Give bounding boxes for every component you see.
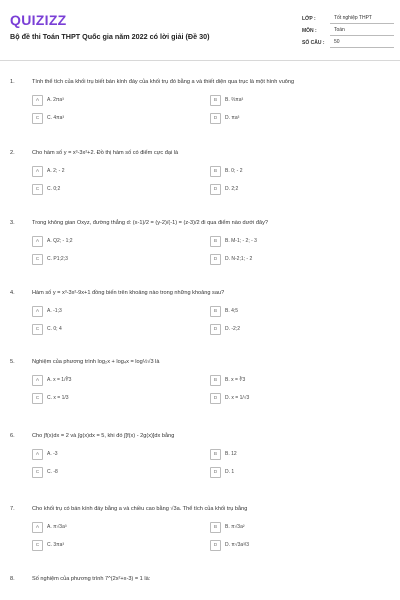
question-text: Hàm số y = x³-3x²-9x+1 đồng biến trên khoảng nào trong những khoảng sau? [32, 290, 225, 296]
option-c[interactable] [32, 184, 200, 194]
option-text: B. x = ∛3 [225, 377, 246, 383]
option-text: B. 0; - 2 [225, 168, 243, 174]
option-letter: B [210, 306, 221, 317]
option-c[interactable] [32, 254, 200, 264]
option-text: A. 2πa³ [47, 97, 64, 103]
question-5 [10, 359, 390, 403]
option-d[interactable] [210, 393, 378, 403]
option-text: D. 2;2 [225, 186, 239, 192]
meta-info [302, 14, 394, 50]
option-c[interactable] [32, 467, 200, 477]
option-letter: D [210, 184, 221, 195]
option-text: B. 12 [225, 451, 237, 457]
option-text: D. N-2;1; - 2 [225, 256, 253, 262]
option-letter: C [32, 184, 43, 195]
question-text: Cho ∫f(x)dx = 2 và ∫g(x)dx = 5, khi đó ∫[f(x) - 2g(x)]dx bằng [32, 433, 175, 439]
option-letter: C [32, 393, 43, 404]
option-text: C. 4πa³ [47, 115, 65, 121]
question-number: 2. [10, 150, 15, 156]
option-text: C. 3πa³ [47, 542, 65, 548]
option-letter: A [32, 522, 43, 533]
question-text: Cho hàm số y = x³-3x²+2. Đồ thị hàm số có điểm cực đại là [32, 150, 179, 156]
option-a[interactable] [32, 375, 200, 385]
option-letter: A [32, 95, 43, 106]
question-text: Cho khối trụ có bán kính đáy bằng a và chiều cao bằng √3a. Thể tích của khối trụ bằng [32, 506, 248, 512]
option-letter: B [210, 166, 221, 177]
option-letter: A [32, 166, 43, 177]
option-text: B. π√3a² [225, 524, 245, 530]
question-1 [10, 79, 390, 123]
option-text: A. π√3a³ [47, 524, 67, 530]
meta-value: Tốt nghiệp THPT [330, 14, 394, 24]
option-c[interactable] [32, 113, 200, 123]
option-letter: B [210, 449, 221, 460]
option-text: A. 2; - 2 [47, 168, 65, 174]
meta-row-class [302, 14, 394, 24]
question-text: Số nghiệm của phương trình 7^(2x²+x-3) = 1 là: [32, 576, 151, 582]
option-text: A. x = 1/∛3 [47, 377, 72, 383]
option-text: D. 1 [225, 469, 235, 475]
option-letter: C [32, 540, 43, 551]
option-c[interactable] [32, 393, 200, 403]
option-letter: B [210, 95, 221, 106]
option-text: A. Q2; - 1;2 [47, 238, 73, 244]
option-b[interactable] [210, 306, 378, 316]
question-text: Tính thể tích của khối trụ biết bán kính đáy của khối trụ đó bằng a và thiết diện qua trục là một hình vuông [32, 79, 295, 85]
meta-row-subject [302, 26, 394, 36]
option-letter: C [32, 467, 43, 478]
header-divider [0, 60, 400, 61]
meta-value: Toán [330, 26, 394, 36]
option-a[interactable] [32, 449, 200, 459]
option-text: A. -3 [47, 451, 58, 457]
option-text: A. -1;3 [47, 308, 62, 314]
option-a[interactable] [32, 236, 200, 246]
option-c[interactable] [32, 324, 200, 334]
option-letter: A [32, 236, 43, 247]
meta-label: SỐ CÂU : [302, 40, 325, 46]
option-text: B. 4;5 [225, 308, 239, 314]
option-letter: B [210, 375, 221, 386]
option-letter: D [210, 113, 221, 124]
question-number: 5. [10, 359, 15, 365]
option-letter: A [32, 306, 43, 317]
option-text: C. x = 1/3 [47, 395, 69, 401]
option-text: D. π√3a³/3 [225, 542, 249, 548]
option-text: C. P1;2;3 [47, 256, 68, 262]
option-text: C. 0; 4 [47, 326, 62, 332]
option-text: B. ⅔πa³ [225, 97, 244, 103]
option-text: B. M-1; - 2; - 3 [225, 238, 257, 244]
option-letter: D [210, 393, 221, 404]
option-letter: D [210, 324, 221, 335]
option-letter: C [32, 324, 43, 335]
meta-label: LỚP : [302, 16, 316, 22]
option-b[interactable] [210, 95, 378, 105]
option-letter: D [210, 467, 221, 478]
option-a[interactable] [32, 95, 200, 105]
option-b[interactable] [210, 236, 378, 246]
option-a[interactable] [32, 522, 200, 532]
option-letter: B [210, 236, 221, 247]
question-2 [10, 150, 390, 194]
option-d[interactable] [210, 184, 378, 194]
option-d[interactable] [210, 540, 378, 550]
option-d[interactable] [210, 113, 378, 123]
option-d[interactable] [210, 254, 378, 264]
meta-row-count [302, 38, 394, 48]
option-letter: C [32, 254, 43, 265]
question-7 [10, 506, 390, 550]
question-text: Trong không gian Oxyz, đường thẳng d: (x-1)/2 = (y-2)/(-1) = (z-3)/2 đi qua điểm nào dưới đây? [32, 220, 268, 226]
option-a[interactable] [32, 306, 200, 316]
option-letter: D [210, 540, 221, 551]
question-8 [10, 576, 390, 582]
meta-label: MÔN : [302, 28, 317, 34]
option-letter: C [32, 113, 43, 124]
option-b[interactable] [210, 449, 378, 459]
question-3 [10, 220, 390, 264]
option-b[interactable] [210, 166, 378, 176]
option-text: D. πa³ [225, 115, 240, 121]
option-letter: B [210, 522, 221, 533]
question-number: 8. [10, 576, 15, 582]
quizizz-logo: QUIZIZZ [10, 12, 67, 28]
option-b[interactable] [210, 375, 378, 385]
option-text: C. 0;2 [47, 186, 61, 192]
option-d[interactable] [210, 467, 378, 477]
question-number: 3. [10, 220, 15, 226]
option-letter: D [210, 254, 221, 265]
option-d[interactable] [210, 324, 378, 334]
question-number: 1. [10, 79, 15, 85]
question-number: 7. [10, 506, 15, 512]
option-text: D. -2;2 [225, 326, 241, 332]
question-number: 4. [10, 290, 15, 296]
option-text: C. -8 [47, 469, 58, 475]
question-6 [10, 433, 390, 477]
option-c[interactable] [32, 540, 200, 550]
question-4 [10, 290, 390, 334]
option-letter: A [32, 375, 43, 386]
meta-value: 50 [330, 38, 394, 48]
question-number: 6. [10, 433, 15, 439]
option-letter: A [32, 449, 43, 460]
option-a[interactable] [32, 166, 200, 176]
option-text: D. x = 1/√3 [225, 395, 250, 401]
option-b[interactable] [210, 522, 378, 532]
document-title: Bộ đề thi Toán THPT Quốc gia năm 2022 có lời giải (Đề 30) [10, 32, 210, 41]
question-text: Nghiệm của phương trình log₂x + log₄x = log½√3 là [32, 359, 160, 365]
